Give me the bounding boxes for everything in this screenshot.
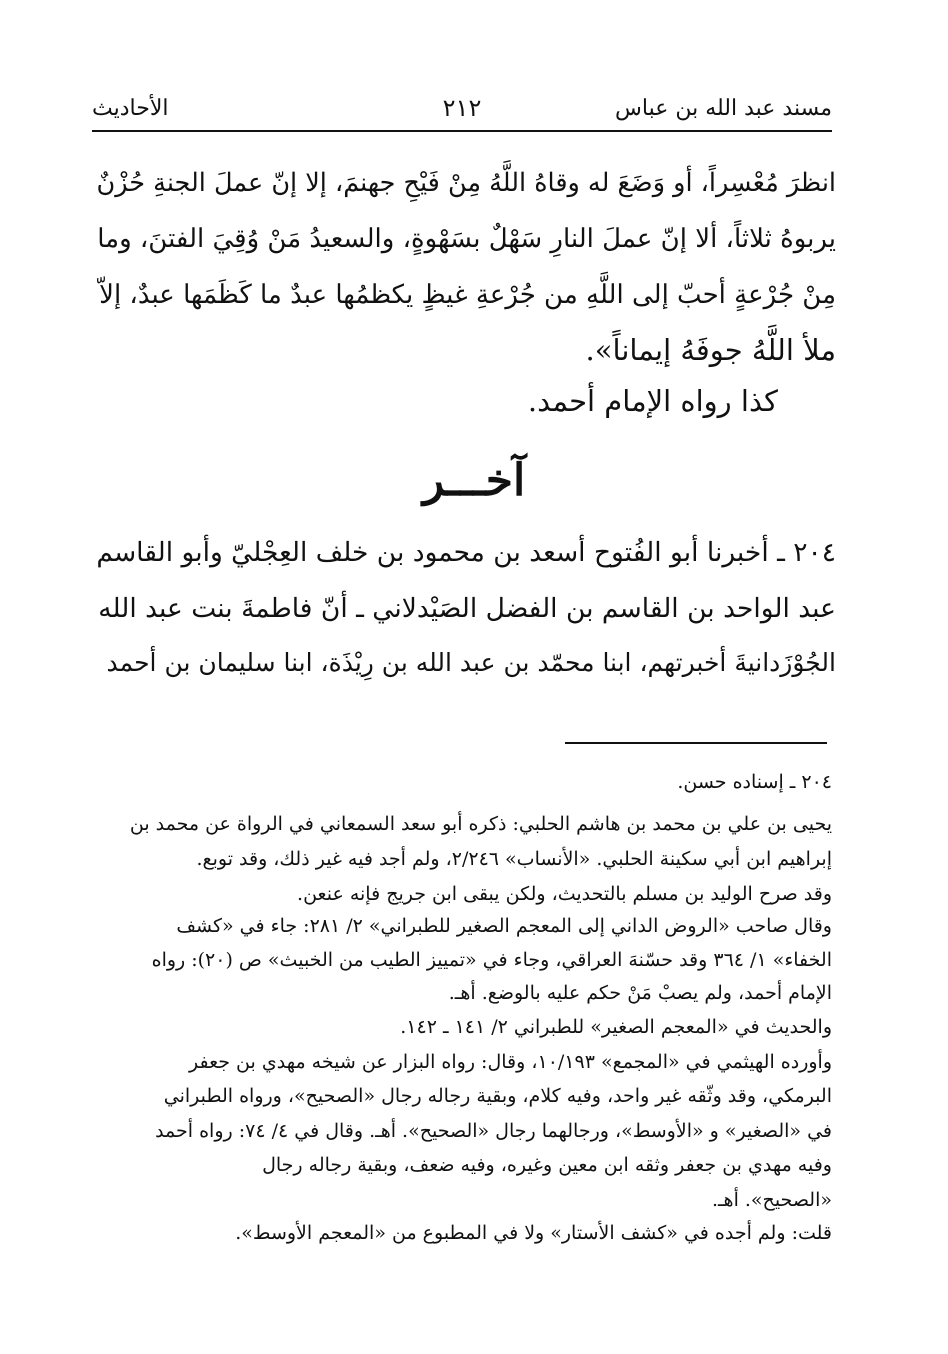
footnote-line: ٢٠٤ ـ إسناده حسن. bbox=[677, 771, 832, 793]
text-line: ملأ اللَّهُ جوفَهُ إيماناً». bbox=[585, 333, 836, 367]
footnote-line: الخفاء» ١/ ٣٦٤ وقد حسّنهَ العراقي، وجاء في «تمييز الطيب من الخبيث» ص (٢٠): رواه bbox=[151, 949, 832, 971]
footnote-line: وفيه مهدي بن جعفر وثقه ابن معين وغيره، وفيه ضعف، وبقية رجاله رجال bbox=[262, 1154, 832, 1176]
text-line: مِنْ جُرْعةٍ أحبّ إلى اللَّهِ من جُرْعةِ غيظٍ يكظمُها عبدٌ ما كَظَمَها عبدٌ، إلاّ bbox=[99, 280, 836, 310]
footnote-line: الإمام أحمد، ولم يصبْ مَنْ حكم عليه بالوضع. أهـ. bbox=[448, 982, 832, 1004]
hadith-line: عبد الواحد بن القاسم بن الفضل الصَيْدلاني ـ أنّ فاطمةَ بنت عبد الله bbox=[98, 593, 836, 624]
footnote-line: وقد صرح الوليد بن مسلم بالتحديث، ولكن يبقى ابن جريج فإنه عنعن. bbox=[297, 883, 832, 905]
page-number: ٢١٢ bbox=[442, 94, 482, 122]
footnote-line: قلت: ولم أجده في «كشف الأستار» ولا في المطبوع من «المعجم الأوسط». bbox=[235, 1222, 832, 1244]
narration-note: كذا رواه الإمام أحمد. bbox=[527, 384, 778, 418]
footnote-separator bbox=[565, 742, 827, 744]
footnote-line: البرمكي، وقد وثّقه غير واحد، وفيه كلام، وبقية رجاله رجال «الصحيح»، ورواه الطبراني bbox=[163, 1085, 832, 1107]
header-rule bbox=[92, 130, 832, 132]
footnote-line: «الصحيح». أهـ. bbox=[711, 1189, 832, 1211]
section-title: آخـــر bbox=[422, 455, 526, 506]
footnote-line: وقال صاحب «الروض الداني إلى المعجم الصغير للطبراني» ٢/ ٢٨١: جاء في «كشف bbox=[176, 915, 832, 937]
text-line: انظرَ مُعْسِراً، أو وَضَعَ له وقاهُ اللَّهُ مِنْ فَيْحِ جهنمَ، إلا إنّ عملَ الجنةِ حُزْنٌ bbox=[96, 168, 836, 198]
text-line: يربوهُ ثلاثاً، ألا إنّ عملَ النارِ سَهْلٌ بسَهْوةٍ، والسعيدُ مَنْ وُقِيَ الفتنَ، وما bbox=[97, 224, 836, 254]
footnote-line: إبراهيم ابن أبي سكينة الحلبي. «الأنساب» ٢/٢٤٦، ولم أجد فيه غير ذلك، وقد توبع. bbox=[196, 848, 832, 870]
hadith-line: ٢٠٤ ـ أخبرنا أبو الفُتوح أسعد بن محمود بن خلف العِجْليّ وأبو القاسم bbox=[96, 537, 836, 568]
hadith-line: الجُوْزَدانيةَ أخبرتهم، ابنا محمّد بن عبد الله بن رِيْذَة، ابنا سليمان بن أحمد bbox=[106, 648, 836, 677]
footnote-line: والحديث في «المعجم الصغير» للطبراني ٢/ ١٤١ ـ ١٤٢. bbox=[400, 1016, 832, 1038]
footnote-line: يحيى بن علي بن محمد بن هاشم الحلبي: ذكره أبو سعد السمعاني في الرواة عن محمد بن bbox=[129, 813, 832, 835]
book-title: مسند عبد الله بن عباس bbox=[615, 96, 832, 121]
footnote-line: وأورده الهيثمي في «المجمع» ١٠/١٩٣، وقال: رواه البزار عن شيخه مهدي بن جعفر bbox=[189, 1051, 832, 1073]
running-header bbox=[92, 88, 832, 128]
section-name: الأحاديث bbox=[92, 96, 169, 121]
footnote-line: في «الصغير» و «الأوسط»، ورجالهما رجال «الصحيح». أهـ. وقال في ٤/ ٧٤: رواه أحمد bbox=[155, 1120, 832, 1142]
